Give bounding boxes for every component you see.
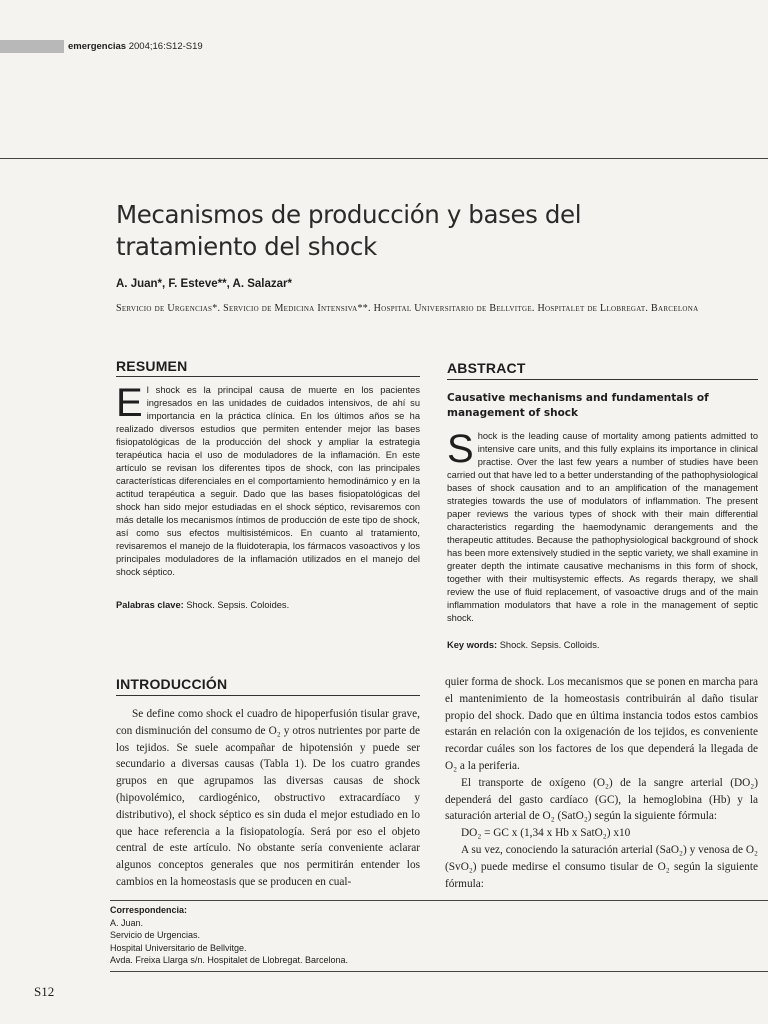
top-divider: [0, 158, 768, 159]
authors: A. Juan*, F. Esteve**, A. Salazar*: [116, 278, 292, 290]
abstract-keywords-label: Key words:: [447, 640, 498, 650]
intro-paragraph-4: A su vez, conociendo la saturación arterial (SaO₂) y venosa de O₂ (SvO₂) puede medirse el consumo tisular de O₂ según la siguiente fórmula:: [445, 843, 758, 890]
correspondence-heading: Correspondencia:: [110, 905, 188, 915]
intro-rule: [116, 695, 420, 696]
abstract-rule: [447, 379, 758, 380]
intro-paragraph-3: El transporte de oxígeno (O₂) de la sangre arterial (DO₂) dependerá del gasto cardíaco (GC), la hemoglobina (Hb) y la saturación arterial de O₂ (SatO₂) según la siguiente fórmula:: [445, 776, 758, 823]
intro-paragraph-2: quier forma de shock. Los mecanismos que se ponen en marcha para el mantenimiento de la homeostasis contribuirán al daño tisular propio del shock. Dado que en última instancia todos estos cambios estarán en relación con la oxigenación de los tejidos, es conveniente recordar cuáles son los factores de los que dependerá la llegada de O₂ a la periferia.: [445, 676, 758, 772]
citation: 2004;16:S12-S19: [128, 41, 203, 52]
abstract-text: hock is the leading cause of mortality among patients admitted to intensive care units, and this fully explains its importance in clinical practise. Over the last few years a number of studies have been carried out that have led to a better understanding of the pathophysiological bases of shock causation and to an amplification of the management strategies towards the use of modulators of inflammation. The present paper reviews the various types of shock with their main differential characteristics regarding the haemodynamic derangements and the therapeutic attitudes. Because the pathophysiological background of shock has been more extensively studied in the septic variety, we shall examine in greater depth the intimate causative mechanisms in this form of shock, together with their multisystemic effects. As regards therapy, we shall review the use of fluid replacement, of vasoactive drugs and of the main inflammation modulators that have a role in the management of septic shock.: [447, 431, 758, 623]
abstract-text-block: [447, 427, 758, 625]
resumen-keywords: [116, 600, 289, 610]
page-number: S12: [34, 984, 55, 999]
abstract-heading: ABSTRACT: [447, 360, 526, 376]
bottom-divider: [110, 971, 768, 972]
correspondence: [110, 904, 348, 967]
abstract-keywords-value: Shock. Sepsis. Colloids.: [499, 640, 600, 650]
intro-heading: INTRODUCCIÓN: [116, 676, 228, 692]
abstract-subtitle: Causative mechanisms and fundamentals of management of shock: [447, 392, 709, 419]
resumen-dropcap: E: [116, 381, 143, 425]
header-bar: [0, 40, 64, 53]
resumen-keywords-value: Shock. Sepsis. Coloides.: [186, 600, 290, 610]
intro-paragraph-1: Se define como shock el cuadro de hipoperfusión tisular grave, con disminución del consumo de O₂ y otros nutrientes por parte de los tejidos. Se suele acompañar de hipotensión y puede ser secundario a diversas causas (Tabla 1). De los cuatro grandes grupos en que agrupamos las diversas causas de shock (hipovolémico, cardiogénico, obstructivo extracardíaco y distributivo), el shock séptico es sin duda el mejor estudiado en lo que hace referencia a la fisiopatología. Será por eso el objeto central de este artículo. No obstante sería conveniente aclarar algunos conceptos generales que nos permitirán entender los cambios en la homeostasis que se producen en cual-: [116, 708, 420, 888]
correspondence-line: Servicio de Urgencias.: [110, 930, 201, 940]
resumen-keywords-label: Palabras clave:: [116, 600, 184, 610]
article-title: Mecanismos de producción y bases del tratamiento del shock: [116, 200, 582, 261]
affiliation: Servicio de Urgencias*. Servicio de Medicina Intensiva**. Hospital Universitario de Bellvitge. Hospitalet de Llobregat. Barcelona: [116, 303, 699, 314]
resumen-rule: [116, 376, 420, 377]
abstract-dropcap: S: [447, 427, 474, 471]
resumen-text: l shock es la principal causa de muerte en los pacientes ingresados en las unidades de cuidados intensivos, de ahí su importancia en la práctica clínica. En los últimos años se ha realizado diversos estudios que permiten entender mejor las bases fisiopatológicas de la producción del shock y ampliar la estrategia terapéutica hacia el uso de moduladores de la inflamación. En este artículo se revisan los diferentes tipos de shock, con las principales características diferenciales en el comportamiento hemodinámico y en la actitud terapéutica a seguir. Dado que las bases fisiopatológicas del shock han sido mejor estudiadas en el shock séptico, revisaremos con más detalle los mecanismos íntimos de producción de este tipo de shock, así como sus efectos multisistémicos. En cuanto al tratamiento, revisaremos el manejo de la fluidoterapia, los fármacos vasoactivos y los principales moduladores de la inflamación utilizados en el manejo del shock séptico.: [116, 385, 420, 577]
intro-col-right: [445, 674, 758, 892]
formula: DO₂ = GC x (1,34 x Hb x SatO₂) x10: [461, 827, 631, 840]
journal-citation: [68, 40, 203, 53]
intro-col-left: [116, 706, 420, 891]
resumen-heading: RESUMEN: [116, 358, 188, 374]
abstract-keywords: [447, 640, 599, 650]
resumen-text-block: [116, 381, 420, 579]
correspondence-line: Avda. Freixa Llarga s/n. Hospitalet de Llobregat. Barcelona.: [110, 955, 348, 965]
correspondence-line: A. Juan.: [110, 917, 144, 928]
journal-name: emergencias: [68, 41, 127, 52]
correspondence-line: Hospital Universitario de Bellvitge.: [110, 942, 247, 953]
correspondence-divider: [110, 900, 768, 901]
